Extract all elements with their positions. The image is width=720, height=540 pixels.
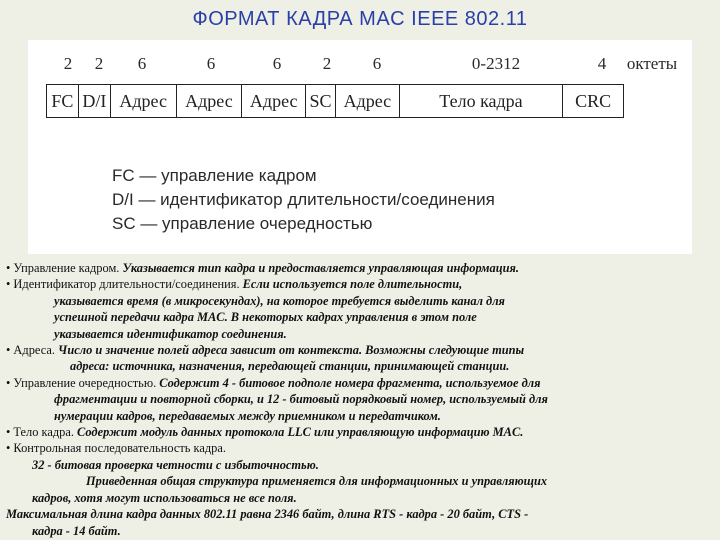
field-address-2: Адрес — [177, 85, 243, 117]
field-fc: FC — [47, 85, 79, 117]
field-sc: SC — [306, 85, 336, 117]
size-fc: 2 — [63, 54, 73, 73]
def-duration-id: Если используется поле длительности, — [242, 277, 463, 292]
text-line — [6, 375, 714, 391]
text-line — [6, 342, 714, 358]
text-line: кадров, хотя могут использоваться не все поля. — [32, 490, 297, 505]
text-line: нумерации кадров, передаваемых между приемником и передатчиком. — [54, 408, 441, 423]
legend-di: D/I — идентификатор длительности/соединения — [112, 190, 495, 209]
frame-fields-row — [46, 84, 624, 118]
text-line: успешной передачи кадра MAC. В некоторых кадрах управления в этом поле — [54, 310, 477, 325]
text-line: фрагментации и повторной сборки, и 12 - битовый порядковый номер, используемый для — [54, 392, 548, 407]
legend-sc: SC — управление очередностью — [112, 214, 373, 233]
description-text — [6, 260, 714, 539]
field-legend — [112, 164, 495, 236]
text-line — [6, 424, 714, 440]
size-addr1: 6 — [137, 54, 147, 73]
text-line: указывается идентификатор соединения. — [54, 326, 287, 341]
term-sequence-control: • Управление очередностью. — [6, 375, 160, 390]
term-frame-control: • Управление кадром. — [6, 261, 123, 275]
def-sequence-control: Содержит 4 - битовое подполе номера фрагмента, используемое для — [159, 375, 541, 390]
field-frame-body: Тело кадра — [400, 85, 563, 117]
size-addr3: 6 — [272, 54, 282, 73]
field-crc: CRC — [575, 90, 612, 111]
legend-fc: FC — управление кадром — [112, 166, 317, 185]
size-unit-label: октеты — [626, 54, 678, 73]
def-frame-control: Указывается тип кадра и предоставляется управляющая информация. — [122, 261, 519, 275]
slide-title: ФОРМАТ КАДРА MAC IEEE 802.11 — [192, 8, 528, 30]
size-addr2: 6 — [206, 54, 216, 73]
field-address-1: Адрес — [111, 85, 177, 117]
term-frame-body: • Тело кадра. — [6, 425, 78, 440]
text-line: 32 - битовая проверка четности с избыточностью. — [32, 457, 319, 472]
text-line: Максимальная длина кадра данных 802.11 равна 2346 байт, длина RTS - кадра - 20 байт, CTS - — [6, 507, 529, 522]
octet-sizes-row — [28, 54, 692, 78]
field-di: D/I — [79, 85, 111, 117]
size-body: 0-2312 — [471, 54, 521, 73]
text-line: • Контрольная последовательность кадра. — [6, 441, 226, 456]
def-frame-body: Содержит модуль данных протокола LLC или управляющую информацию MAC. — [77, 425, 524, 440]
text-line — [6, 260, 714, 276]
text-line: указывается время (в микросекундах), на которое требуется выделить канал для — [54, 293, 505, 308]
text-line: кадра - 14 байт. — [32, 523, 121, 538]
size-addr4: 6 — [372, 54, 382, 73]
text-line: Приведенная общая структура применяется для информационных и управляющих — [86, 474, 548, 489]
text-line — [6, 276, 714, 292]
term-duration-id: • Идентификатор длительности/соединения. — [6, 277, 243, 292]
term-addresses: • Адреса. — [6, 343, 59, 358]
text-line: адреса: источника, назначения, передающей станции, принимающей станции. — [70, 359, 510, 374]
frame-format-figure — [28, 40, 692, 254]
field-address-3: Адрес — [242, 85, 306, 117]
field-address-4: Адрес — [336, 85, 400, 117]
size-crc: 4 — [597, 54, 607, 73]
size-sc: 2 — [322, 54, 332, 73]
size-di: 2 — [94, 54, 104, 73]
def-addresses: Число и значение полей адреса зависит от контекста. Возможны следующие типы — [58, 343, 525, 358]
